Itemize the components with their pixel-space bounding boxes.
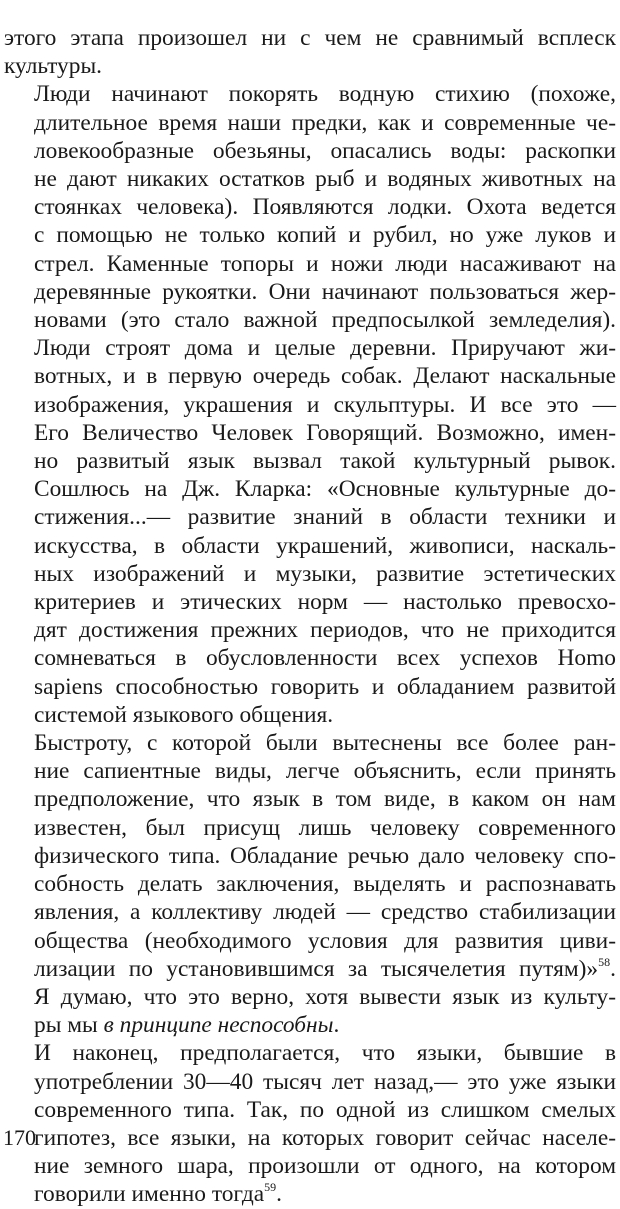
text-line: изображения, украшения и скульптуры. И все это —: [34, 391, 616, 418]
text-line: Люди начинают покорять водную стихию (похоже,: [34, 81, 616, 108]
text-line: этого этапа произошел ни с чем не сравнимый всплеск: [4, 25, 616, 51]
footnote-ref: 58: [598, 954, 611, 969]
text-line: ние земного шара, произошли от одного, на котором: [34, 1153, 616, 1180]
text-line: стоянках человека). Появляются лодки. Охота ведется: [34, 194, 616, 221]
text-line: современного типа. Так, по одной из слишком смелых: [34, 1096, 616, 1123]
text-line: предположение, что язык в том виде, в каком он нам: [34, 786, 616, 813]
text-segment: .: [333, 1012, 340, 1039]
text-line: гипотез, все языки, на которых говорит сейчас населе-: [34, 1124, 616, 1151]
text-line: не дают никаких остатков рыб и водяных животных на: [34, 166, 616, 193]
text-line: [4, 1180, 616, 1208]
text-line: физического типа. Обладание речью дало человеку спо-: [34, 842, 616, 869]
paragraph-4: [4, 1039, 616, 1208]
text-line: искусства, в области украшений, живописи, наскаль-: [34, 532, 616, 559]
footnote-ref: 59: [264, 1180, 277, 1195]
text-line: вотных, и в первую очередь собак. Делают наскальные: [34, 363, 616, 390]
text-line: культуры.: [4, 53, 103, 80]
text-line: И наконец, предполагается, что языки, бывшие в: [34, 1040, 616, 1067]
text-line: с помощью не только копий и рубил, но уже луков и: [34, 222, 616, 249]
text-line: ловекообразные обезьяны, опасались воды: раскопки: [34, 137, 616, 164]
text-line: [4, 1011, 616, 1039]
text-line: сомневаться в обусловленности всех успехов Homo: [34, 645, 616, 672]
text-line: Люди строят дома и целые деревни. Приручают жи-: [34, 335, 616, 362]
text-line: общества (необходимого условия для развития циви-: [34, 927, 616, 954]
text-segment: ры мы: [34, 1012, 104, 1039]
italic-phrase: в принципе неспособны: [103, 1012, 334, 1039]
text-line: ных изображений и музыки, развитие эстетических: [34, 560, 616, 587]
text-line: системой языкового общения.: [34, 701, 334, 728]
text-line: употреблении 30—40 тысяч лет назад,— это уже языки: [34, 1068, 616, 1095]
text-line: Быстроту, с которой были вытеснены все более ран-: [34, 730, 616, 757]
text-line: собность делать заключения, выделять и распознавать: [34, 871, 616, 898]
page-number: 170: [3, 1125, 36, 1150]
text-segment: говорили именно тогда: [34, 1181, 265, 1208]
text-line: дят достижения прежних периодов, что не приходится: [34, 617, 616, 644]
text-line: новами (это стало важной предпосылкой земледелия).: [34, 307, 616, 334]
text-line: стижения...— развитие знаний в области техники и: [34, 504, 616, 531]
paragraph-3: [4, 729, 616, 1039]
text-segment: .: [276, 1181, 282, 1208]
text-line: длительное время наши предки, как и современные че-: [34, 109, 616, 136]
text-line-with-footnote: лизации по установившимся за тысячелетия путям)»$^{58}$.: [34, 954, 616, 982]
paragraph-2: [4, 80, 616, 729]
text-segment: лизации по установившимся за тысячелетия путям)»: [34, 955, 599, 982]
body-text: [4, 24, 616, 1209]
text-line: стрел. Каменные топоры и ножи люди насаживают на: [34, 250, 616, 277]
text-line: Сошлюсь на Дж. Кларка: «Основные культурные до-: [34, 476, 616, 503]
text-line: явления, а коллективу людей — средство стабилизации: [34, 899, 616, 926]
text-line: Я думаю, что это верно, хотя вывести язык из культу-: [34, 983, 616, 1010]
text-line: Его Величество Человек Говорящий. Возможно, имен-: [34, 419, 616, 446]
text-line: ние сапиентные виды, легче объяснить, если принять: [34, 758, 616, 785]
text-line: sapiens способностью говорить и обладанием развитой: [34, 673, 616, 700]
text-line: известен, был присущ лишь человеку современного: [34, 814, 616, 841]
text-line: но развитый язык вызвал такой культурный рывок.: [34, 448, 616, 475]
text-line: деревянные рукоятки. Они начинают пользоваться жер-: [34, 278, 616, 305]
text-line: критериев и этических норм — настолько превосхо-: [34, 589, 616, 616]
paragraph-1: [4, 24, 616, 80]
